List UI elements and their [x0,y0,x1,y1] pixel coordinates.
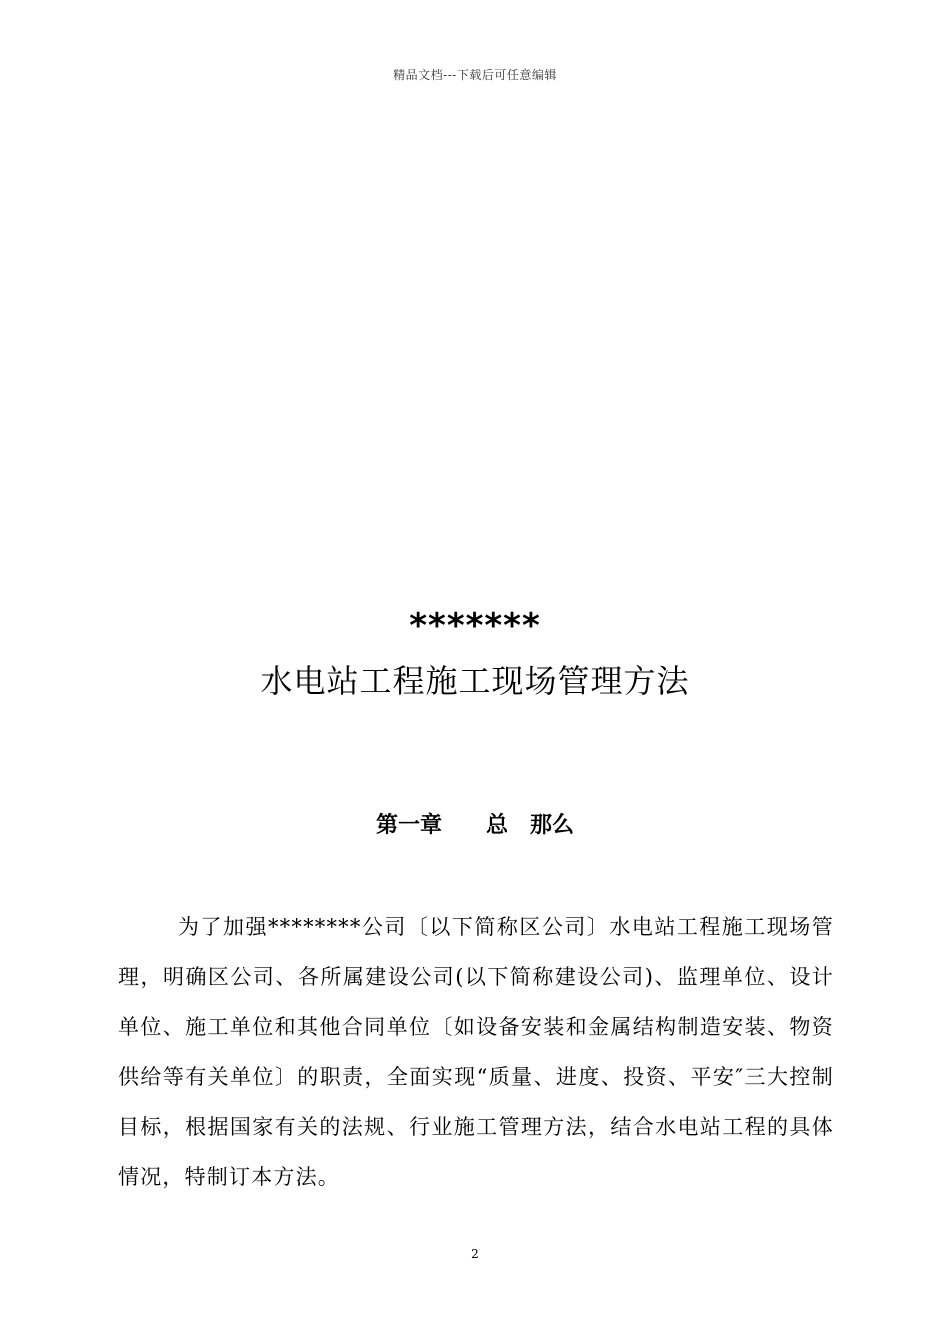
document-title: 水电站工程施工现场管理方法 [260,662,690,700]
page-number: 2 [471,1247,479,1261]
body-paragraph: 为了加强********公司〔以下简称区公司〕水电站工程施工现场管理，明确区公司、各所属建设公司(以下简称建设公司)、监理单位、设计单位、施工单位和其他合同单位〔如设备安装和金属结构制造安装、物资供给等有关单位〕的职责，全面实现“质量、进度、投资、平安″三大控制目标，根据国家有关的法规、行业施工管理方法，结合水电站工程的具体情况，特制订本方法。 [118,915,834,1189]
title-stars: ******* [409,606,541,646]
chapter-heading: 第一章 总 那么 [375,813,574,838]
page-header: 精品文档---下载后可任意编辑 [393,68,557,82]
